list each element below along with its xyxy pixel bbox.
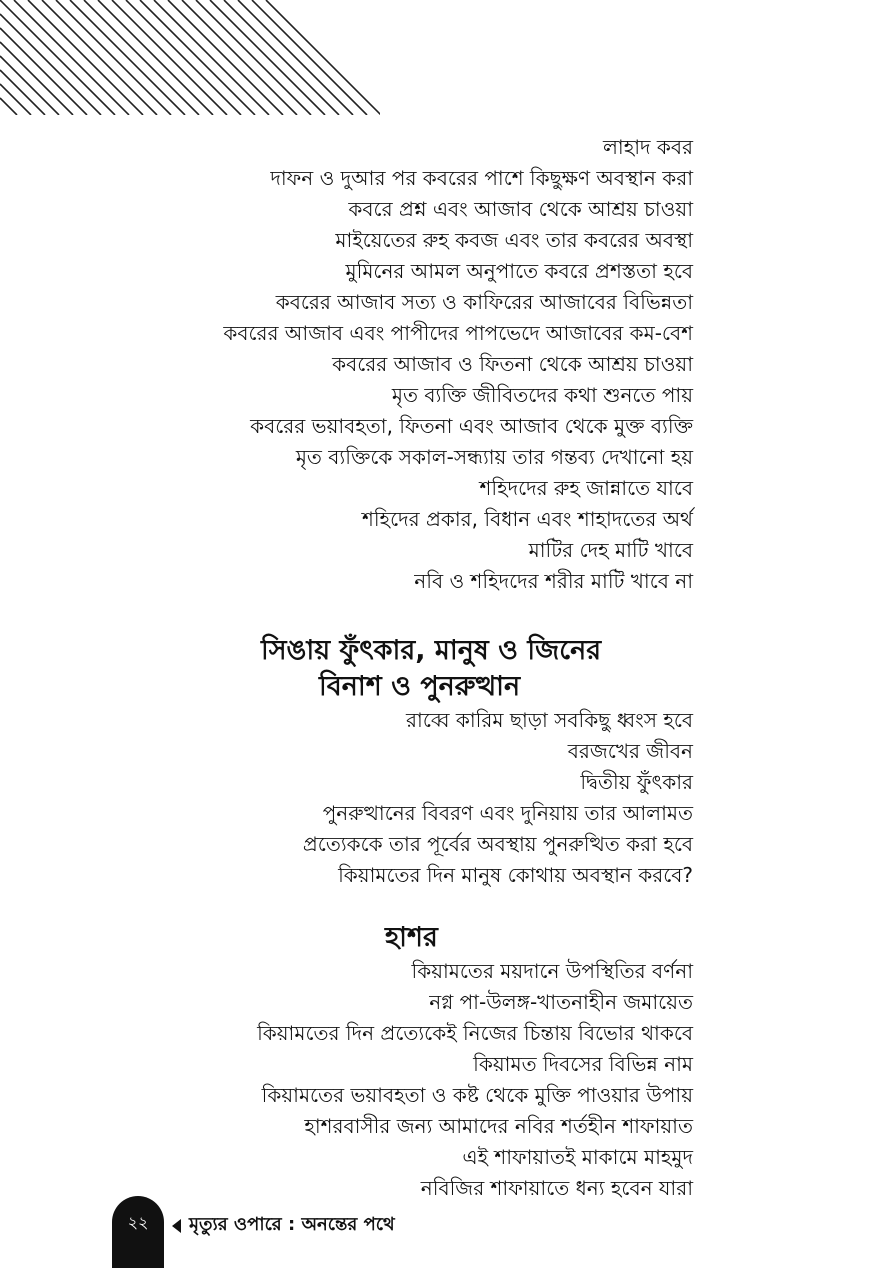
page-number-tab	[112, 1196, 164, 1268]
toc-entry: কিয়ামতের ময়দানে উপস্থিতির বর্ণনা	[411, 959, 693, 983]
toc-entry: প্রত্যেককে তার পূর্বের অবস্থায় পুনরুত্থিত করা হবে	[302, 832, 693, 856]
toc-entry: মুমিনের আমল অনুপাতে কবরে প্রশস্ততা হবে	[345, 259, 693, 283]
toc-entry: শহিদের প্রকার, বিধান এবং শাহাদতের অর্থ	[362, 507, 693, 531]
toc-entry: পুনরুত্থানের বিবরণ এবং দুনিয়ায় তার আলামত	[322, 801, 693, 825]
toc-entry: কিয়ামতের ভয়াবহতা ও কষ্ট থেকে মুক্তি পাওয়ার উপায়	[261, 1083, 693, 1107]
toc-entry: দ্বিতীয় ফুঁৎকার	[580, 770, 693, 794]
heading-line-2: বিনাশ ও পুনরুত্থান	[319, 671, 521, 702]
toc-entry: কবরের আজাব ও ফিতনা থেকে আশ্রয় চাওয়া	[332, 352, 693, 376]
toc-entry: কিয়ামতের দিন মানুষ কোথায় অবস্থান করবে?	[338, 863, 693, 887]
section-heading	[133, 633, 693, 705]
toc-entry: নবি ও শহিদদের শরীর মাটি খাবে না	[414, 569, 693, 593]
running-title	[172, 1210, 395, 1241]
toc-entry: কিয়ামত দিবসের বিভিন্ন নাম	[473, 1052, 693, 1076]
heading-line-1: সিঙায় ফুঁৎকার, মানুষ ও জিনের	[261, 635, 602, 666]
toc-entry: দাফন ও দুআর পর কবরের পাশে কিছুক্ষণ অবস্থান করা	[270, 166, 693, 190]
toc-entry: লাহাদ কবর	[603, 135, 693, 159]
toc-entry: রাব্বে কারিম ছাড়া সবকিছু ধ্বংস হবে	[406, 708, 693, 732]
toc-entry: কবরের আজাব এবং পাপীদের পাপভেদে আজাবের কম-বেশ	[223, 321, 693, 345]
toc-entry: নগ্ন পা-উলঙ্গ-খাতনাহীন জমায়েত	[429, 990, 693, 1014]
toc-entry: মৃত ব্যক্তিকে সকাল-সন্ধ্যায় তার গন্তব্য দেখানো হয়	[295, 445, 693, 469]
page-number: ২২	[127, 1213, 149, 1232]
toc-entry: কবরের ভয়াবহতা, ফিতনা এবং আজাব থেকে মুক্ত ব্যক্তি	[250, 414, 693, 438]
section-2	[133, 633, 693, 891]
toc-entry: এই শাফায়াতই মাকামে মাহমুদ	[462, 1145, 693, 1169]
toc-entry: কবরে প্রশ্ন এবং আজাব থেকে আশ্রয় চাওয়া	[348, 197, 693, 221]
diagonal-stripes-decoration	[0, 0, 380, 115]
toc-entry: মাটির দেহ মাটি খাবে	[528, 538, 693, 562]
book-title: মৃত্যুর ওপারে : অনন্তের পথে	[189, 1214, 395, 1235]
toc-entry: মাইয়েতের রুহ কবজ এবং তার কবরের অবস্থা	[335, 228, 693, 252]
page-footer	[112, 1196, 395, 1256]
toc-entry: মৃত ব্যক্তি জীবিতদের কথা শুনতে পায়	[391, 383, 693, 407]
section-1-list	[133, 132, 693, 597]
section-heading: হাশর	[385, 922, 438, 953]
toc-entry: কবরের আজাব সত্য ও কাফিরের আজাবের বিভিন্নতা	[275, 290, 693, 314]
toc-entry: বরজখের জীবন	[567, 739, 693, 763]
section-3	[133, 920, 693, 1204]
triangle-left-icon	[172, 1219, 181, 1233]
toc-entry: নবিজির শাফায়াতে ধন্য হবেন যারা	[420, 1176, 693, 1200]
toc-entry: হাশরবাসীর জন্য আমাদের নবির শর্তহীন শাফায়াত	[304, 1114, 693, 1138]
toc-entry: শহিদদের রুহ জান্নাতে যাবে	[479, 476, 693, 500]
toc-entry: কিয়ামতের দিন প্রত্যেকেই নিজের চিন্তায় বিভোর থাকবে	[257, 1021, 693, 1045]
